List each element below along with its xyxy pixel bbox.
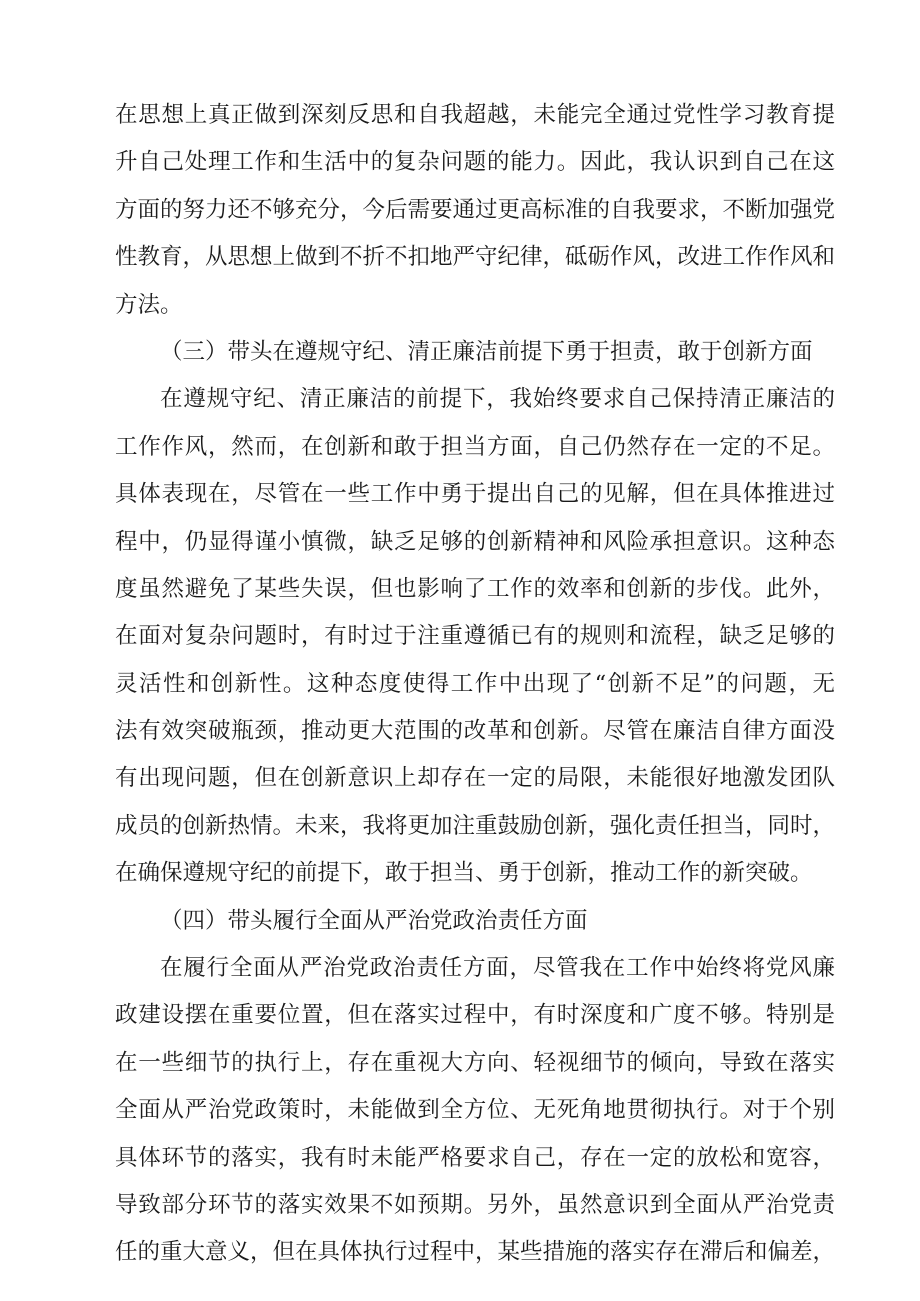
paragraph-intro [115,92,835,329]
text-line: 程中，仍显得谨小慎微，缺乏足够的创新精神和风险承担意识。这种态 [115,528,835,555]
section-heading-3: （三）带头在遵规守纪、清正廉洁前提下勇于担责，敢于创新方面 [160,338,813,365]
text-line: 性教育，从思想上做到不折不扣地严守纪律，砥砺作风，改进工作作风和 [115,244,835,271]
text-line: 有出现问题，但在创新意识上却存在一定的局限，未能很好地激发团队 [115,765,835,792]
text-line: 度虽然避免了某些失误，但也影响了工作的效率和创新的步伐。此外， [115,575,835,602]
text-line: 在确保遵规守纪的前提下，敢于担当、勇于创新，推动工作的新突破。 [115,860,813,887]
text-line: 方面的努力还不够充分，今后需要通过更高标准的自我要求，不断加强党 [115,196,835,223]
text-line: 政建设摆在重要位置，但在落实过程中，有时深度和广度不够。特别是 [115,1002,835,1029]
text-line: 在一些细节的执行上，存在重视大方向、轻视细节的倾向，导致在落实 [115,1049,835,1076]
text-line: 成员的创新热情。未来，我将更加注重鼓励创新，强化责任担当，同时， [115,812,835,839]
text-line: 法有效突破瓶颈，推动更大范围的改革和创新。尽管在廉洁自律方面没 [115,718,835,745]
document-body [115,92,835,1277]
text-line: 在履行全面从严治党政治责任方面，尽管我在工作中始终将党风廉 [160,955,835,982]
paragraph-section-3 [115,376,835,897]
text-line: 在思想上真正做到深刻反思和自我超越，未能完全通过党性学习教育提 [115,102,835,128]
section-heading-4: （四）带头履行全面从严治党政治责任方面 [160,907,588,934]
text-line: 具体表现在，尽管在一些工作中勇于提出自己的见解，但在具体推进过 [115,481,835,508]
text-line: 在面对复杂问题时，有时过于注重遵循已有的规则和流程，缺乏足够的 [115,623,835,650]
text-line: 导致部分环节的落实效果不如预期。另外，虽然意识到全面从严治党责 [115,1191,835,1218]
text-line: 全面从严治党政策时，未能做到全方位、无死角地贯彻执行。对于个别 [115,1097,835,1124]
text-line: 任的重大意义，但在具体执行过程中，某些措施的落实存在滞后和偏差， [115,1239,835,1266]
text-line: 具体环节的落实，我有时未能严格要求自己，存在一定的放松和宽容， [115,1144,835,1171]
text-line: 灵活性和创新性。这种态度使得工作中出现了“创新不足”的问题，无 [115,670,835,697]
text-line: 方法。 [115,291,183,318]
text-line: 升自己处理工作和生活中的复杂问题的能力。因此，我认识到自己在这 [115,149,835,176]
text-line: 工作作风，然而，在创新和敢于担当方面，自己仍然存在一定的不足。 [115,433,835,460]
paragraph-section-4 [115,945,835,1277]
text-line: 在遵规守纪、清正廉洁的前提下，我始终要求自己保持清正廉洁的 [160,386,835,413]
